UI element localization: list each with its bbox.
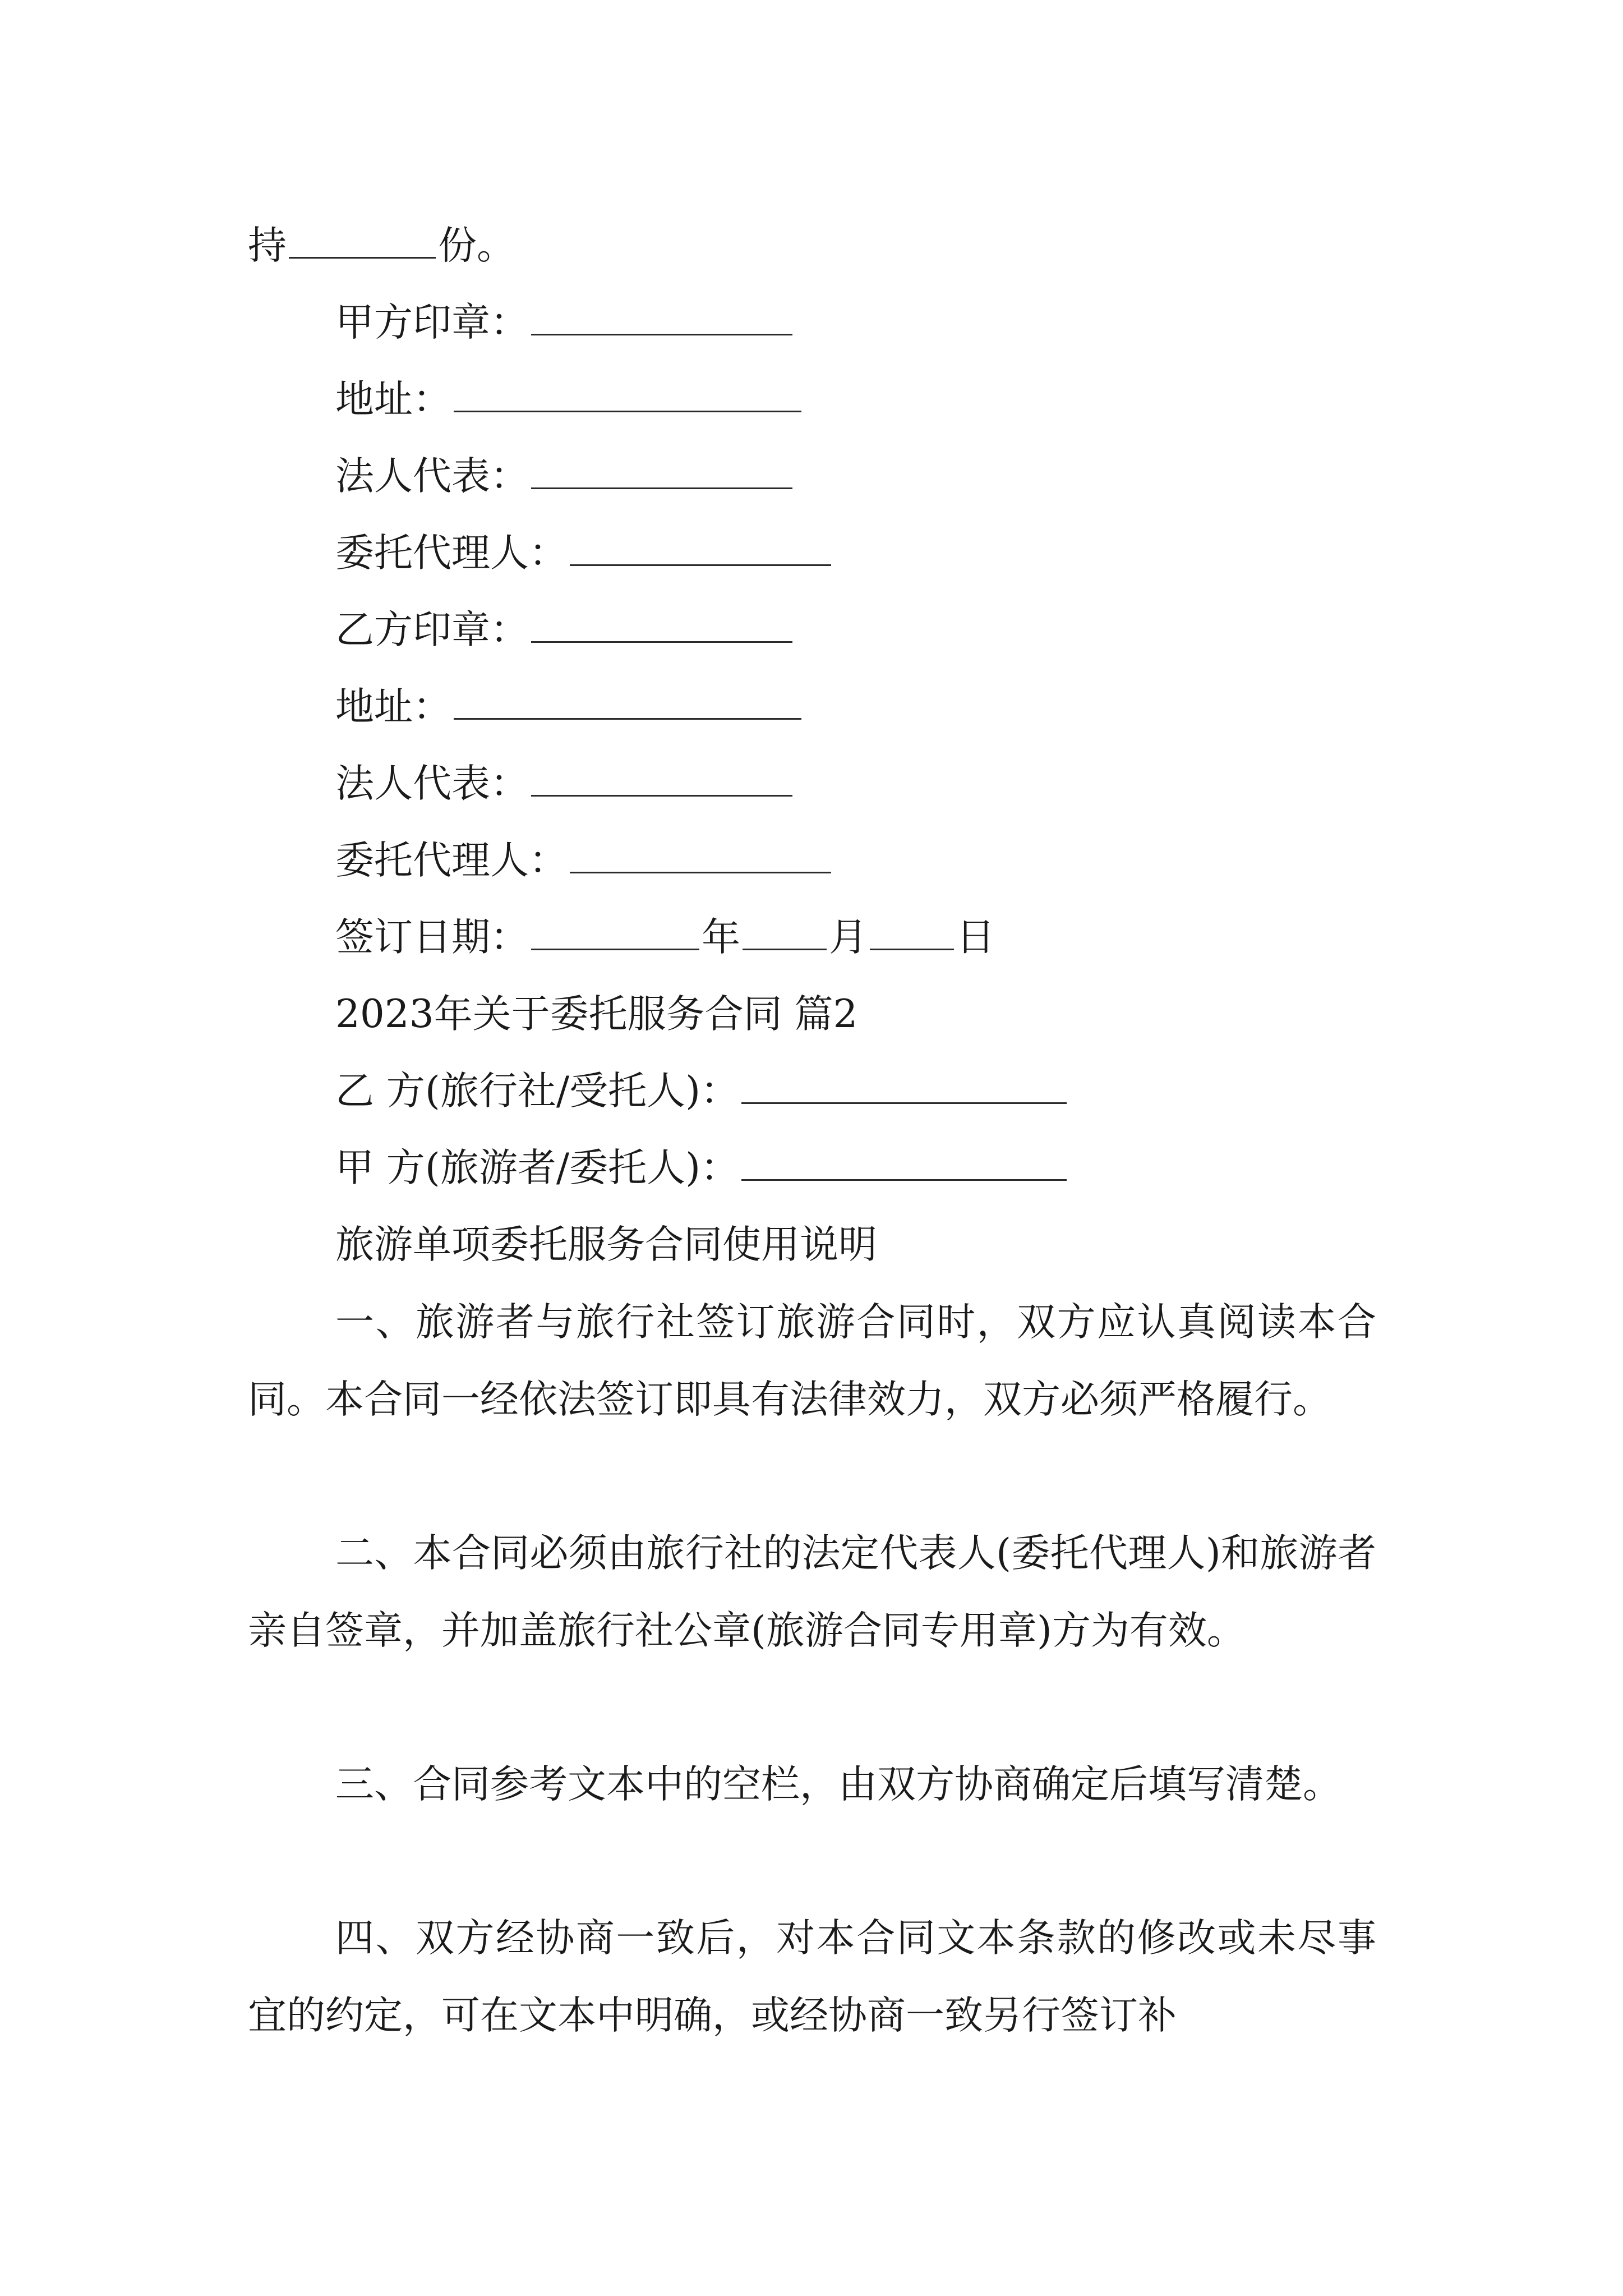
- party-b-travel-blank[interactable]: [741, 1063, 1067, 1104]
- party-b-agent-line: [335, 832, 833, 889]
- party-b-seal-blank[interactable]: [531, 602, 792, 643]
- party-b-seal-line: [335, 602, 795, 658]
- party-a-seal-line: [335, 295, 795, 351]
- party-a-agent-blank[interactable]: [570, 525, 831, 566]
- copies-blank[interactable]: [289, 218, 436, 259]
- sign-month-label: 月: [829, 915, 868, 960]
- party-a-travel-blank[interactable]: [741, 1140, 1067, 1181]
- party-b-travel-label: 乙 方(旅行社/受托人)：: [335, 1069, 740, 1114]
- party-b-agent-label: 委托代理人：: [335, 838, 568, 883]
- party-b-address-line: [335, 679, 804, 735]
- party-b-address-label: 地址：: [335, 684, 451, 729]
- sign-day-blank[interactable]: [870, 909, 954, 950]
- party-a-seal-blank[interactable]: [531, 295, 792, 335]
- sign-month-blank[interactable]: [743, 909, 827, 950]
- party-a-travel-label: 甲 方(旅游者/委托人)：: [335, 1145, 740, 1190]
- party-b-legal-rep-label: 法人代表：: [335, 761, 529, 806]
- instruction-paragraph-2: 二、本合同必须由旅行社的法定代表人(委托代理人)和旅游者亲自签章，并加盖旅行社公章(旅游合同专用章)方为有效。: [248, 1531, 1376, 1653]
- party-a-seal-label: 甲方印章：: [335, 300, 529, 345]
- party-a-address-blank[interactable]: [454, 371, 801, 412]
- instruction-paragraph-4: 四、双方经协商一致后，对本合同文本条款的修改或未尽事宜的约定，可在文本中明确，或经协商一致另行签订补: [248, 1916, 1376, 2038]
- party-a-legal-rep-blank[interactable]: [531, 448, 792, 489]
- party-a-legal-rep-line: [335, 448, 795, 504]
- copies-prefix: 持: [248, 223, 287, 268]
- party-b-agent-blank[interactable]: [570, 832, 831, 873]
- party-b-address-blank[interactable]: [454, 679, 801, 720]
- sign-year-label: 年: [702, 915, 740, 960]
- party-a-legal-rep-label: 法人代表：: [335, 454, 529, 499]
- sign-date-label: 签订日期：: [335, 915, 529, 960]
- copies-suffix: 份。: [438, 223, 515, 268]
- instructions-title: 旅游单项委托服务合同使用说明: [335, 1222, 877, 1267]
- section-title: 2023年关于委托服务合同 篇2: [335, 992, 858, 1037]
- party-b-seal-label: 乙方印章：: [335, 608, 529, 652]
- party-a-agent-line: [335, 525, 833, 581]
- party-a-address-label: 地址：: [335, 377, 451, 422]
- instruction-paragraph-1: 一、旅游者与旅行社签订旅游合同时，双方应认真阅读本合同。本合同一经依法签订即具有法律效力，双方必须严格履行。: [248, 1300, 1376, 1422]
- sign-year-blank[interactable]: [531, 909, 699, 950]
- party-a-address-line: [335, 371, 804, 427]
- sign-day-label: 日: [956, 915, 995, 960]
- party-b-legal-rep-line: [335, 756, 795, 812]
- party-b-travel-line: [335, 1063, 1069, 1119]
- party-a-agent-label: 委托代理人：: [335, 531, 568, 576]
- instruction-paragraph-3: 三、合同参考文本中的空栏，由双方协商确定后填写清楚。: [335, 1762, 1341, 1807]
- copies-line: [248, 218, 515, 274]
- sign-date-line: [335, 909, 995, 965]
- party-a-travel-line: [335, 1140, 1069, 1196]
- party-b-legal-rep-blank[interactable]: [531, 756, 792, 797]
